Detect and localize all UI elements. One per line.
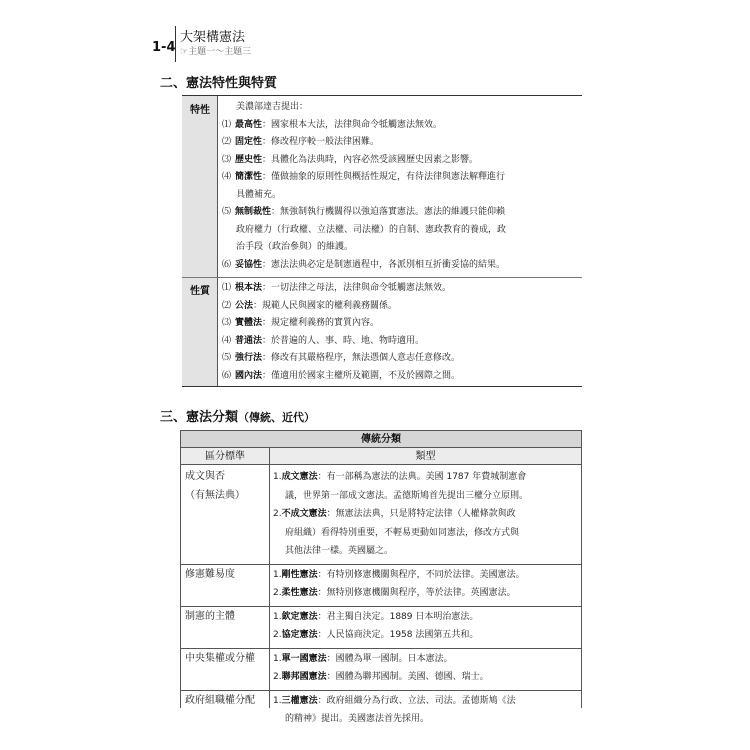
item-text: ：君主獨自決定。1889 日本明治憲法。 xyxy=(317,611,479,622)
item-text: 的精神》提出。美國憲法首先採用。 xyxy=(285,714,430,724)
item-term: 柔性憲法 xyxy=(281,588,318,598)
item-term: 固定性 xyxy=(235,137,263,147)
item-text: ：具體化為法典時，內容必然受該國歷史因素之影響。 xyxy=(262,154,479,165)
item-term: 實體法 xyxy=(235,318,263,328)
classification-table xyxy=(180,430,582,724)
item-number: ⑶ xyxy=(222,318,232,328)
item-term: 歷史性 xyxy=(235,154,263,165)
feature-line xyxy=(236,241,353,253)
item-number: 2. xyxy=(273,509,282,519)
column-divider xyxy=(269,448,270,708)
row-type-line xyxy=(273,671,489,683)
row-type-line xyxy=(273,629,478,641)
item-text: ：有特別修憲機關與程序，不同於法律。美國憲法。 xyxy=(317,569,525,580)
features-label: 特性 xyxy=(190,105,210,116)
item-text: ：規定權利義務的實質內容。 xyxy=(262,318,380,328)
item-number: ⑵ xyxy=(222,300,232,311)
row-criteria: 政府組職權分配 xyxy=(185,694,255,706)
item-number: 1. xyxy=(273,569,282,580)
feature-line xyxy=(222,119,442,131)
item-term: 剛性憲法 xyxy=(281,569,318,580)
item-number: ⑶ xyxy=(222,154,232,165)
item-term: 根本法 xyxy=(235,283,263,293)
nature-line xyxy=(222,300,397,312)
item-term: 成文憲法 xyxy=(281,472,318,482)
feature-line xyxy=(222,259,505,271)
item-text: 治手段（政治參與）的維護。 xyxy=(236,242,354,252)
row-criteria: 中央集權或分權 xyxy=(185,652,255,664)
item-number: ⑹ xyxy=(222,259,232,270)
nature-line xyxy=(222,317,379,329)
item-text: 政府權力（行政權、立法權、司法權）的自制、憲政教育的養成，政 xyxy=(236,224,507,235)
box-divider xyxy=(182,277,582,278)
item-term: 公法 xyxy=(235,300,254,311)
item-text: ：政府組織分為行政、立法、司法。孟德斯鳩《法 xyxy=(317,695,516,706)
item-text: ：無憲法法典，只是將特定法律（人權條款與政 xyxy=(326,509,516,519)
row-criteria: 成文與否 xyxy=(185,471,225,482)
item-number: 1. xyxy=(273,611,282,622)
row-type-line xyxy=(273,611,478,623)
item-number: ⑹ xyxy=(222,370,232,381)
item-term: 簡潔性 xyxy=(235,172,263,182)
item-term: 普通法 xyxy=(235,335,263,346)
item-term: 妥協性 xyxy=(235,259,263,270)
item-number: ⑴ xyxy=(222,283,232,293)
row-type-line xyxy=(273,569,525,581)
nature-line xyxy=(222,335,424,347)
row-type-line xyxy=(273,471,526,483)
item-term: 不成文憲法 xyxy=(281,509,327,519)
feature-line xyxy=(236,224,506,236)
row-divider xyxy=(181,606,581,607)
item-term: 最高性 xyxy=(235,119,263,130)
item-text: 具體補充。 xyxy=(236,189,282,200)
row-type-line xyxy=(273,653,453,665)
label-column xyxy=(182,96,218,386)
item-text: ：僅做抽象的原則性與概括性規定，有待法律與憲法解釋進行 xyxy=(262,172,506,182)
item-text: ：憲法法典必定是制憲過程中，各派別相互折衝妥協的結果。 xyxy=(262,259,506,270)
table-caption: 傳統分類 xyxy=(181,431,581,448)
item-term: 聯邦國憲法 xyxy=(281,672,327,682)
row-divider xyxy=(181,564,581,565)
item-text: ：僅適用於國家主權所及範圍，不及於國際之間。 xyxy=(262,370,461,381)
row-divider xyxy=(181,690,581,691)
item-number: 1. xyxy=(273,695,282,706)
item-text: ：修改程序較一般法律困難。 xyxy=(262,137,380,147)
section-3-title: 三、憲法分類 xyxy=(160,410,239,425)
item-text: 議，世界第一部成文憲法。孟德斯鳩首先提出三權分立原則。 xyxy=(285,490,529,501)
item-number: ⑵ xyxy=(222,137,232,147)
item-text: ：國家根本大法，法律與命令牴觸憲法無效。 xyxy=(262,119,443,130)
feature-line xyxy=(222,136,379,148)
header-divider xyxy=(175,26,176,62)
item-number: ⑷ xyxy=(222,172,232,182)
item-number: 2. xyxy=(273,630,282,640)
item-number: 2. xyxy=(273,588,282,598)
item-text: ：有一部稱為憲法的法典。美國 1787 年費城制憲會 xyxy=(317,472,527,482)
item-term: 無制裁性 xyxy=(235,207,272,217)
item-number: ⑴ xyxy=(222,119,232,130)
row-type-line xyxy=(285,545,393,557)
table-header-row xyxy=(181,448,581,465)
item-term: 協定憲法 xyxy=(281,630,318,640)
item-text: ：修改有其嚴格程序，無法憑個人意志任意修改。 xyxy=(262,353,461,363)
item-number: ⑷ xyxy=(222,335,232,346)
col-header-criteria: 區分標準 xyxy=(205,451,245,462)
section-3-paren: （傳統、近代） xyxy=(238,411,316,424)
item-text: ：於普遍的人、事、時、地、物時適用。 xyxy=(262,335,425,346)
section-2-heading: 二、憲法特性與特質 xyxy=(160,76,278,91)
item-text: ：國體為聯邦國制。美國、德國、瑞士。 xyxy=(326,672,489,682)
item-text: 府組織）看得特別重要，不輕易更動如同憲法，修改方式與 xyxy=(285,527,520,538)
book-title: 大架構憲法 xyxy=(180,30,246,45)
feature-line xyxy=(236,189,281,201)
row-type-line xyxy=(285,527,519,539)
item-term: 欽定憲法 xyxy=(281,611,318,622)
row-divider xyxy=(181,648,581,649)
chapter-subtitle: ☞主題一～主題三 xyxy=(180,47,252,57)
feature-line xyxy=(236,101,308,113)
row-criteria: 修憲難易度 xyxy=(185,568,235,580)
item-term: 單一國憲法 xyxy=(281,653,327,664)
row-criteria: 制憲的主體 xyxy=(185,610,235,622)
row-type-line xyxy=(273,508,516,520)
feature-line xyxy=(222,154,478,166)
item-text: ：一切法律之母法，法律與命令牴觸憲法無效。 xyxy=(262,283,452,293)
item-term: 國內法 xyxy=(235,370,263,381)
page-number: 1-4 xyxy=(152,40,176,55)
item-text: 美濃部達吉提出： xyxy=(236,102,309,112)
item-text: 其他法律一樣。英國屬之。 xyxy=(285,546,394,556)
feature-line xyxy=(222,206,505,218)
col-header-type: 類型 xyxy=(415,451,436,462)
item-text: ：人民協商決定。1958 法國第五共和。 xyxy=(317,630,479,640)
features-box xyxy=(182,95,582,387)
item-number: ⑸ xyxy=(222,353,232,363)
item-text: ：規範人民與國家的權利義務關係。 xyxy=(253,300,398,311)
nature-label: 性質 xyxy=(190,286,210,297)
nature-line xyxy=(222,370,460,382)
page-header xyxy=(152,22,592,66)
nature-line xyxy=(222,282,451,294)
row-type-line xyxy=(285,713,429,725)
feature-line xyxy=(222,171,505,183)
item-number: 1. xyxy=(273,472,282,482)
item-term: 強行法 xyxy=(235,353,263,363)
item-number: ⑸ xyxy=(222,207,232,217)
item-number: 2. xyxy=(273,672,282,682)
item-text: ：無強制執行機關得以強迫落實憲法。憲法的維護只能仰賴 xyxy=(271,207,506,217)
row-criteria: （有無法典） xyxy=(185,489,245,501)
section-3-heading xyxy=(160,406,315,425)
item-term: 三權憲法 xyxy=(281,695,318,706)
nature-line xyxy=(222,352,460,364)
row-type-line xyxy=(285,490,528,502)
item-text: ：國體為單一國制。日本憲法。 xyxy=(326,653,453,664)
item-number: 1. xyxy=(273,653,282,664)
row-type-line xyxy=(273,695,516,707)
item-text: ：無特別修憲機關與程序，等於法律。英國憲法。 xyxy=(317,588,516,598)
row-type-line xyxy=(273,587,516,599)
